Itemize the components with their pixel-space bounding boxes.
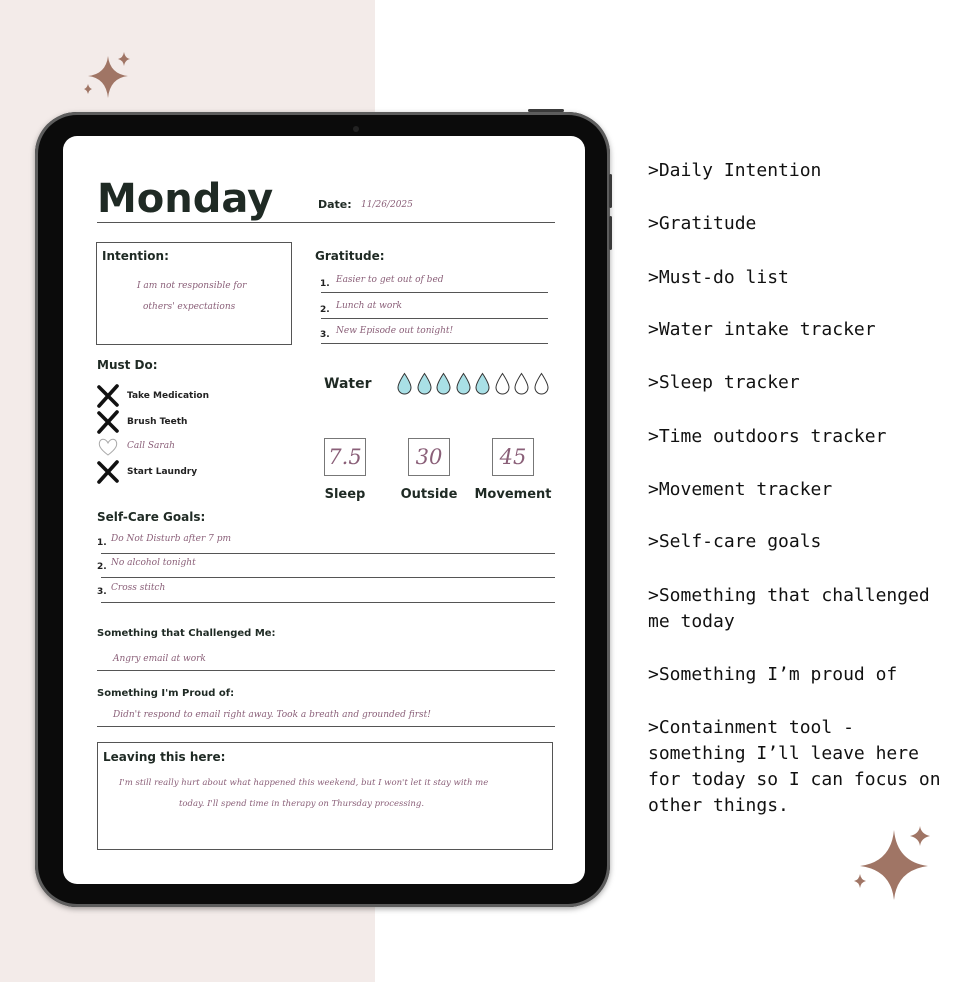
sparkle-icon: [848, 822, 938, 902]
water-drop-filled-icon[interactable]: [474, 372, 491, 400]
movement-label: Movement: [474, 487, 552, 502]
feature-item: >Containment tool - something I’ll leave here for today so I can focus on other things.: [648, 717, 941, 816]
feature-item: >Self-care goals: [648, 531, 822, 552]
gratitude-item-text[interactable]: New Episode out tonight!: [336, 326, 454, 336]
gratitude-item-text[interactable]: Easier to get out of bed: [336, 275, 444, 285]
proud-label: Something I'm Proud of:: [97, 688, 235, 699]
date-value[interactable]: 11/26/2025: [361, 200, 413, 210]
page-title: Monday: [97, 176, 274, 222]
x-mark-icon: [96, 410, 120, 434]
intention-text-line: I am not responsible for: [137, 281, 247, 291]
sparkle-icon: [78, 50, 138, 105]
water-label: Water: [324, 376, 372, 392]
self-care-item-text[interactable]: Do Not Disturb after 7 pm: [111, 534, 232, 544]
gratitude-line: [321, 343, 548, 344]
gratitude-label: Gratitude:: [315, 249, 385, 263]
volume-button: [609, 216, 612, 250]
gratitude-number: 2.: [320, 305, 330, 315]
sleep-label: Sleep: [324, 487, 366, 502]
outside-label: Outside: [400, 487, 458, 502]
feature-item: >Sleep tracker: [648, 372, 800, 393]
must-do-checkbox[interactable]: [96, 384, 120, 408]
planner-page: [63, 136, 585, 884]
water-drop-empty-icon[interactable]: [533, 372, 550, 400]
self-care-item-text[interactable]: No alcohol tonight: [111, 558, 196, 568]
tablet-device: [35, 112, 610, 907]
leaving-label: Leaving this here:: [103, 750, 226, 764]
gratitude-line: [321, 318, 548, 319]
sleep-value-box[interactable]: 7.5: [324, 438, 366, 476]
water-drop-empty-icon[interactable]: [494, 372, 511, 400]
feature-item: >Must-do list: [648, 267, 789, 288]
proud-line: [97, 726, 555, 727]
challenged-label: Something that Challenged Me:: [97, 628, 276, 639]
intention-label: Intention:: [102, 249, 169, 263]
movement-value-box[interactable]: 45: [492, 438, 534, 476]
proud-text[interactable]: Didn't respond to email right away. Took a breath and grounded first!: [113, 710, 431, 720]
must-do-checkbox[interactable]: [96, 410, 120, 434]
feature-item: >Movement tracker: [648, 479, 833, 500]
feature-item: >Time outdoors tracker: [648, 426, 887, 447]
water-drop-filled-icon[interactable]: [435, 372, 452, 400]
water-drop-filled-icon[interactable]: [416, 372, 433, 400]
power-button: [528, 109, 564, 112]
date-label: Date:: [318, 198, 352, 211]
x-mark-icon: [96, 384, 120, 408]
self-care-item-text[interactable]: Cross stitch: [111, 583, 166, 593]
self-care-number: 1.: [97, 538, 107, 548]
intention-text-line: others' expectations: [143, 302, 236, 312]
self-care-number: 2.: [97, 562, 107, 572]
must-do-item-text: Call Sarah: [127, 441, 175, 451]
outside-value-box[interactable]: 30: [408, 438, 450, 476]
challenged-line: [97, 670, 555, 671]
self-care-line: [101, 602, 555, 603]
self-care-number: 3.: [97, 587, 107, 597]
must-do-label: Must Do:: [97, 358, 158, 372]
must-do-item-text: Brush Teeth: [127, 417, 188, 427]
water-drop-filled-icon[interactable]: [455, 372, 472, 400]
feature-item: >Something that challenged me today: [648, 585, 930, 632]
gratitude-number: 3.: [320, 330, 330, 340]
gratitude-number: 1.: [320, 279, 330, 289]
self-care-line: [101, 553, 555, 554]
header-divider: [97, 222, 555, 223]
feature-item: >Something I’m proud of: [648, 664, 898, 685]
feature-item: >Gratitude: [648, 213, 757, 234]
gratitude-line: [321, 292, 548, 293]
x-mark-icon: [96, 460, 120, 484]
self-care-label: Self-Care Goals:: [97, 510, 206, 524]
must-do-checkbox[interactable]: [96, 460, 120, 484]
camera: [353, 126, 359, 132]
gratitude-item-text[interactable]: Lunch at work: [336, 301, 402, 311]
must-do-item-text: Take Medication: [127, 391, 210, 401]
must-do-checkbox[interactable]: [96, 435, 120, 459]
leaving-text-line: I'm still really hurt about what happened this weekend, but I won't let it stay with me: [119, 778, 489, 788]
must-do-item-text: Start Laundry: [127, 467, 198, 477]
feature-item: >Water intake tracker: [648, 319, 876, 340]
heart-icon: [96, 435, 120, 459]
challenged-text[interactable]: Angry email at work: [113, 654, 206, 664]
water-drop-filled-icon[interactable]: [396, 372, 413, 400]
water-drop-empty-icon[interactable]: [513, 372, 530, 400]
water-tracker: [396, 372, 556, 398]
feature-item: >Daily Intention: [648, 160, 822, 181]
volume-button: [609, 174, 612, 208]
leaving-text-line: today. I'll spend time in therapy on Thursday processing.: [179, 799, 425, 809]
self-care-line: [101, 577, 555, 578]
